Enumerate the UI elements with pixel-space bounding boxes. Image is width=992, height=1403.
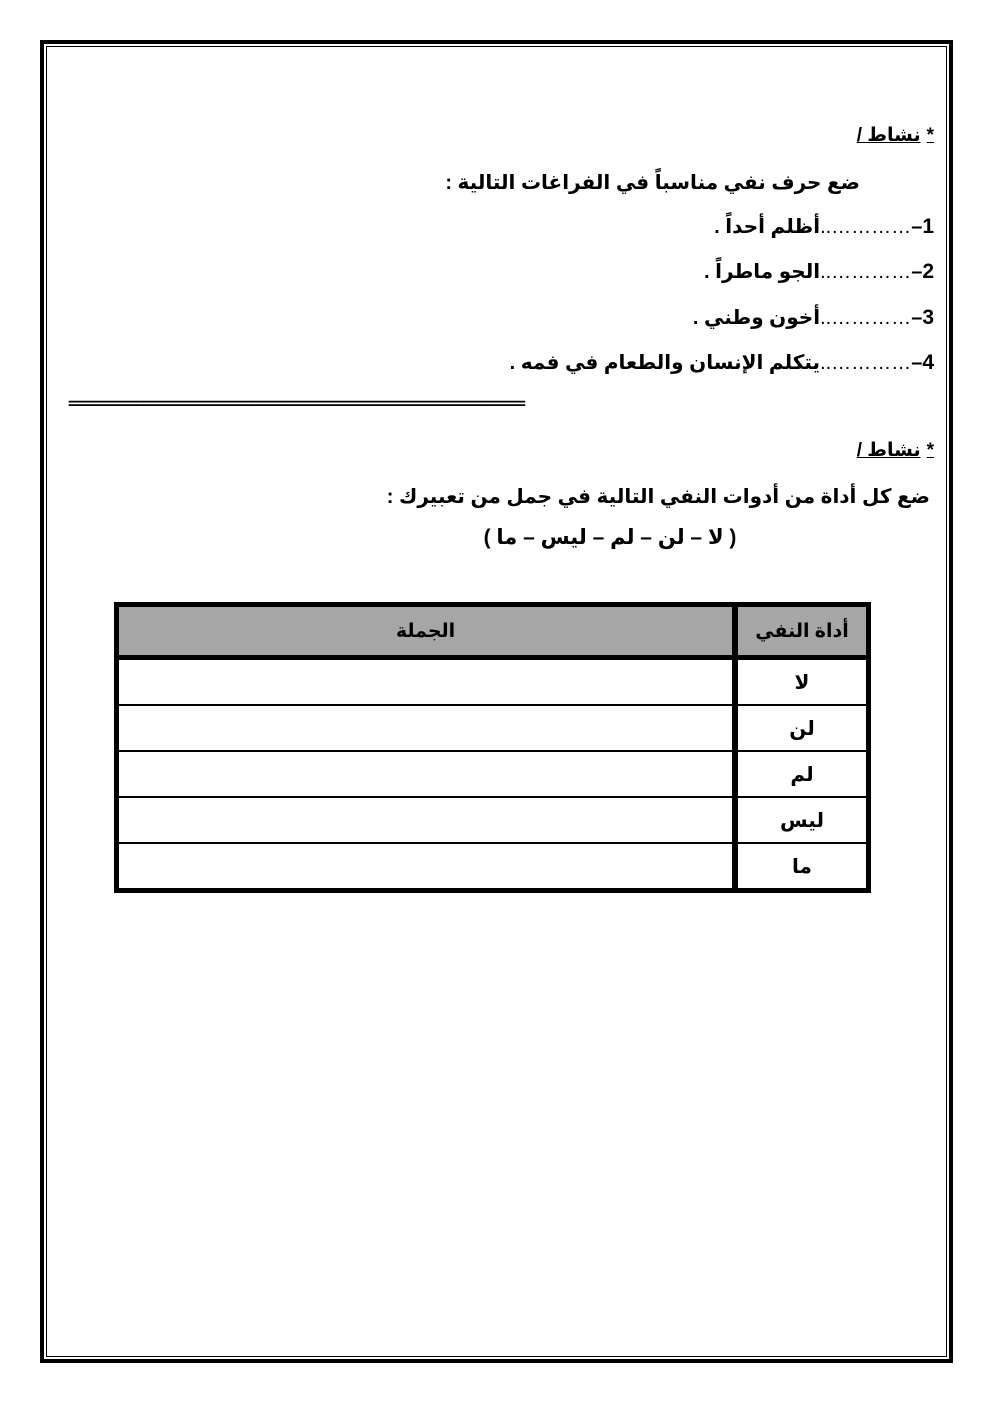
activity1-heading bbox=[857, 124, 934, 147]
item-text: أخون وطني . bbox=[692, 307, 821, 329]
row-tool: لم bbox=[733, 751, 867, 797]
item-text: الجو ماطراً . bbox=[704, 261, 821, 283]
section-separator: ============================================================= bbox=[68, 394, 525, 412]
item-dash: – bbox=[911, 216, 923, 238]
header-tool: أداة النفي bbox=[733, 606, 867, 659]
negation-table bbox=[114, 602, 871, 893]
row-tool: ما bbox=[733, 843, 867, 889]
item-blank[interactable]: ………….. bbox=[820, 216, 912, 238]
row-tool: لا bbox=[733, 659, 867, 705]
item-text: يتكلم الإنسان والطعام في فمه . bbox=[509, 352, 821, 374]
table-row bbox=[118, 705, 867, 751]
row-sentence-cell[interactable] bbox=[118, 843, 733, 889]
item-dash: – bbox=[911, 261, 923, 283]
item-number: 2 bbox=[922, 260, 934, 283]
activity1-item-4 bbox=[510, 350, 934, 375]
header-sentence: الجملة bbox=[118, 606, 733, 659]
item-dash: – bbox=[911, 307, 923, 329]
item-number: 1 bbox=[922, 215, 934, 238]
table-header-row bbox=[118, 606, 867, 659]
activity1-heading-text: نشاط / bbox=[856, 125, 921, 146]
row-tool: ليس bbox=[733, 797, 867, 843]
activity1-item-3 bbox=[693, 305, 934, 330]
negation-tools-list: ( لا – لن – لم – ليس – ما ) bbox=[483, 526, 737, 549]
activity1-instruction: ضع حرف نفي مناسباً في الفراغات التالية : bbox=[445, 172, 860, 194]
row-sentence-cell[interactable] bbox=[118, 751, 733, 797]
row-sentence-cell[interactable] bbox=[118, 797, 733, 843]
activity2-heading bbox=[857, 439, 934, 462]
table-row bbox=[118, 659, 867, 705]
table-row bbox=[118, 751, 867, 797]
row-sentence-cell[interactable] bbox=[118, 659, 733, 705]
activity1-item-2 bbox=[704, 259, 934, 284]
row-sentence-cell[interactable] bbox=[118, 705, 733, 751]
activity2-heading-star: * bbox=[926, 440, 934, 461]
item-text: أظلم أحداً . bbox=[714, 216, 821, 238]
table-row bbox=[118, 797, 867, 843]
item-blank[interactable]: ………….. bbox=[820, 352, 912, 374]
item-blank[interactable]: ………….. bbox=[820, 261, 912, 283]
activity2-heading-text: نشاط / bbox=[856, 440, 921, 461]
activity1-item-1 bbox=[714, 214, 934, 239]
item-dash: – bbox=[911, 352, 923, 374]
row-tool: لن bbox=[733, 705, 867, 751]
activity1-heading-star: * bbox=[926, 125, 934, 146]
item-blank[interactable]: ………….. bbox=[820, 307, 912, 329]
item-number: 3 bbox=[922, 306, 934, 329]
activity2-instruction: ضع كل أداة من أدوات النفي التالية في جمل من تعبيرك : bbox=[386, 486, 930, 508]
item-number: 4 bbox=[922, 351, 934, 374]
table-row bbox=[118, 843, 867, 889]
